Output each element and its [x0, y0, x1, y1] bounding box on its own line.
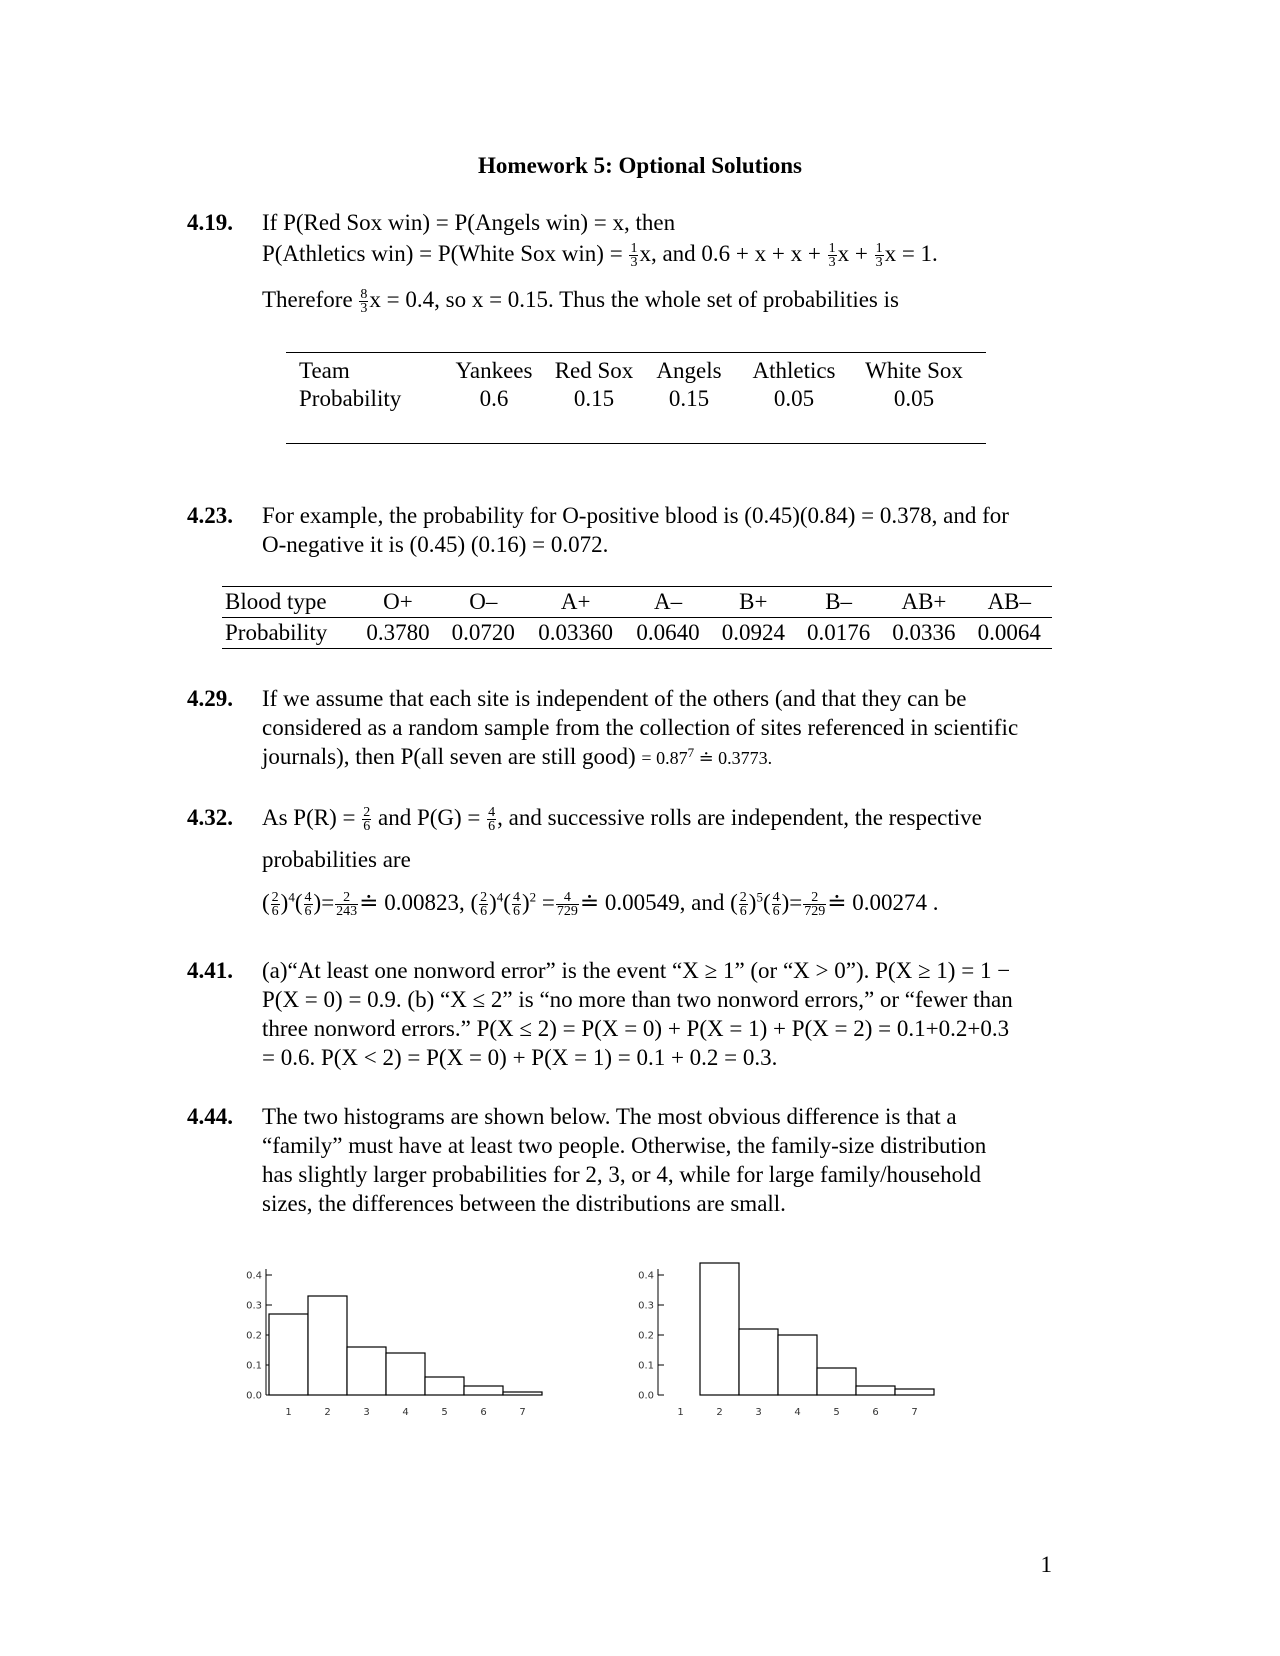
y-tick-label: 0.3	[638, 1300, 654, 1312]
exponent: 5	[756, 889, 763, 905]
exponent: 7	[687, 745, 695, 760]
table-header: O–	[441, 587, 526, 618]
table-header: AB+	[881, 587, 966, 618]
text-segment: Therefore	[262, 287, 359, 312]
denominator: 6	[363, 819, 371, 835]
exponent: 4	[496, 889, 504, 905]
fraction: $\frac{4}{6}$	[512, 890, 520, 920]
table-header: Team	[299, 358, 350, 383]
table-header: B–	[796, 587, 881, 618]
fraction: $\frac{2}{243}$	[336, 890, 358, 920]
denominator: 3	[360, 301, 368, 317]
row-label: Probability	[299, 386, 402, 411]
table-cell: 0.6	[479, 386, 509, 411]
text-line: probabilities are	[262, 847, 411, 872]
x-tick-label: 7	[519, 1407, 526, 1418]
table-header: Athletics	[752, 358, 836, 383]
fraction: $\frac{2}{6}$	[739, 890, 747, 920]
x-tick-label: 6	[480, 1407, 487, 1418]
result-1: ≐ 0.00823,	[359, 890, 465, 915]
fraction: $\frac{2}{729}$	[804, 890, 826, 920]
fraction	[362, 806, 371, 833]
table-cell: 0.15	[573, 386, 615, 411]
x-tick-label: 5	[441, 1407, 448, 1418]
text-segment: journals), then P(all seven are still good)	[262, 744, 636, 769]
text-line	[262, 742, 772, 773]
text-line	[262, 285, 899, 315]
table-cell: 0.0640	[636, 620, 700, 645]
numerator: 1	[875, 241, 883, 257]
blood-type-table	[222, 586, 1052, 649]
numerator: 1	[630, 241, 638, 257]
result-3: ≐ 0.00274 .	[827, 890, 939, 915]
problem-number: 4.19.	[187, 210, 233, 235]
text-line: P(X = 0) = 0.9. (b) “X ≤ 2” is “no more than two nonword errors,” or “fewer than	[262, 987, 1013, 1012]
table-cell: 0.3780	[366, 620, 430, 645]
math-result: ≐ 0.3773.	[698, 748, 773, 768]
problem-number: 4.41.	[187, 958, 233, 983]
text-segment: x = 1.	[884, 241, 938, 266]
fraction	[629, 242, 638, 269]
problem-number: 4.32.	[187, 805, 233, 830]
fraction: $\frac{4}{6}$	[304, 890, 312, 920]
table-cell: 0.15	[668, 386, 710, 411]
table-header: B+	[711, 587, 796, 618]
table-header: A–	[625, 587, 710, 618]
text-segment: x, and 0.6 + x + x +	[639, 241, 827, 266]
table-cell: 0.0336	[892, 620, 956, 645]
table-cell: 0.0064	[977, 620, 1041, 645]
histogram-individuals	[228, 1245, 548, 1425]
x-tick-label: 4	[794, 1407, 801, 1418]
denominator: 6	[488, 819, 496, 835]
denominator: 3	[630, 255, 638, 271]
text-line: sizes, the differences between the distributions are small.	[262, 1191, 786, 1216]
problem-number: 4.29.	[187, 686, 233, 711]
table-header: Red Sox	[554, 358, 634, 383]
histogram-bar	[308, 1296, 347, 1395]
histogram-bar	[269, 1314, 308, 1395]
y-tick-label: 0.4	[246, 1270, 262, 1282]
table-bottom-rule	[286, 443, 986, 444]
x-tick-label: 7	[911, 1407, 918, 1418]
numerator: 2	[363, 805, 371, 821]
table-cell: 0.0720	[451, 620, 515, 645]
numerator: 8	[360, 287, 368, 303]
y-tick-label: 0.3	[246, 1300, 262, 1312]
text-segment: and P(G) =	[372, 805, 487, 830]
table-row	[286, 358, 979, 384]
x-tick-label: 6	[872, 1407, 879, 1418]
histogram-bar	[739, 1329, 778, 1395]
x-tick-label: 1	[677, 1407, 684, 1418]
histogram-families	[620, 1245, 940, 1425]
text-line: The two histograms are shown below. The most obvious difference is that a	[262, 1104, 957, 1129]
histogram-bar	[856, 1386, 895, 1395]
row-label: Probability	[225, 620, 328, 645]
table-header: AB–	[967, 587, 1052, 618]
table-row	[222, 587, 1052, 618]
text-line: “family” must have at least two people. Otherwise, the family-size distribution	[262, 1133, 987, 1158]
x-tick-label: 3	[755, 1407, 762, 1418]
text-line: three nonword errors.” P(X ≤ 2) = P(X = 0) + P(X = 1) + P(X = 2) = 0.1+0.2+0.3	[262, 1016, 1010, 1041]
table-cell: 0.0176	[807, 620, 871, 645]
histogram-bar	[700, 1263, 739, 1395]
y-tick-label: 0.0	[246, 1390, 262, 1402]
y-tick-label: 0.2	[246, 1330, 262, 1342]
equals-sign: =	[321, 890, 335, 915]
y-tick-label: 0.1	[638, 1360, 654, 1372]
text-line	[262, 239, 938, 269]
fraction: $\frac{2}{6}$	[271, 890, 279, 920]
math-expression	[641, 745, 773, 768]
x-tick-label: 3	[363, 1407, 370, 1418]
y-tick-label: 0.4	[638, 1270, 654, 1282]
problem-number: 4.23.	[187, 503, 233, 528]
denominator: 3	[828, 255, 836, 271]
fraction	[359, 288, 368, 315]
denominator: 3	[875, 255, 883, 271]
page-number: 1	[1040, 1552, 1052, 1577]
text-segment: x = 0.4, so x = 0.15. Thus the whole set of probabilities is	[369, 287, 899, 312]
text-segment: P(Athletics win) = P(White Sox win) =	[262, 241, 629, 266]
problem-number: 4.44.	[187, 1104, 233, 1129]
histogram-bar	[347, 1347, 386, 1395]
numerator: 4	[488, 805, 496, 821]
exponent: 2	[529, 889, 537, 905]
text-line: For example, the probability for O-positive blood is (0.45)(0.84) = 0.378, and for	[262, 503, 1009, 528]
x-tick-label: 5	[833, 1407, 840, 1418]
text-line: has slightly larger probabilities for 2, 3, or 4, while for large family/household	[262, 1162, 982, 1187]
text-line: If we assume that each site is independent of the others (and that they can be	[262, 686, 967, 711]
text-line	[262, 803, 982, 833]
equals-sign: =	[789, 890, 803, 915]
fraction: $\frac{4}{6}$	[772, 890, 780, 920]
numerator: 1	[828, 241, 836, 257]
table-cell: 0.0924	[721, 620, 785, 645]
y-tick-label: 0.2	[638, 1330, 654, 1342]
table-header: O+	[355, 587, 440, 618]
histogram-bar	[817, 1368, 856, 1395]
fraction: $\frac{4}{729}$	[556, 890, 578, 920]
histogram-bar	[425, 1377, 464, 1395]
probability-expressions: ( $\frac{2}{6}$ )$^4$( $\frac{4}{6}$ )= $\frac{2}{243}$ ≐ 0.00823, ( $\frac{2}{6}$ )$^4$( $\frac{4}{6}$ )$^2$ = $\frac{4}{729}$ ≐ 0.00549, and ( $\frac{2}{6}$ )$^5$( $\frac{4}{6}$ )= $\frac{2}{729}$ ≐ 0.00274 .	[262, 889, 939, 920]
exponent: 4	[288, 889, 295, 905]
histogram-bar	[503, 1392, 542, 1395]
histogram-bar	[778, 1335, 817, 1395]
x-tick-label: 1	[285, 1407, 292, 1418]
histogram-bar	[386, 1353, 425, 1395]
y-tick-label: 0.1	[246, 1360, 262, 1372]
x-tick-label: 2	[716, 1407, 723, 1418]
text-segment: , and successive rolls are independent, the respective	[497, 805, 982, 830]
table-header: A+	[526, 587, 625, 618]
table-cell: 0.03360	[538, 620, 614, 645]
text-line: If P(Red Sox win) = P(Angels win) = x, then	[262, 210, 676, 235]
fraction	[487, 806, 496, 833]
text-segment: As P(R) =	[262, 805, 362, 830]
histogram-bar	[464, 1386, 503, 1395]
text-line: considered as a random sample from the collection of sites referenced in scientific	[262, 715, 1019, 740]
table-row	[222, 618, 1052, 649]
y-tick-label: 0.0	[638, 1390, 654, 1402]
x-tick-label: 4	[402, 1407, 409, 1418]
text-line: O-negative it is (0.45) (0.16) = 0.072.	[262, 532, 609, 557]
table-cell: 0.05	[773, 386, 815, 411]
text-line: (a)“At least one nonword error” is the event “X ≥ 1” (or “X > 0”). P(X ≥ 1) = 1 −	[262, 958, 1011, 983]
page-title: Homework 5: Optional Solutions	[478, 153, 802, 178]
table-top-rule	[286, 352, 986, 353]
equals-sign: =	[541, 890, 555, 915]
result-2: ≐ 0.00549, and	[579, 890, 725, 915]
fraction	[828, 242, 837, 269]
table-header: Angels	[656, 358, 722, 383]
table-header: Yankees	[455, 358, 533, 383]
text-line: = 0.6. P(X < 2) = P(X = 0) + P(X = 1) = 0.1 + 0.2 = 0.3.	[262, 1045, 778, 1070]
table-header: White Sox	[865, 358, 963, 383]
team-probability-table	[286, 358, 979, 412]
text-segment: x +	[837, 241, 874, 266]
row-label: Blood type	[222, 587, 355, 618]
fraction	[875, 242, 884, 269]
histogram-bar	[895, 1389, 934, 1395]
fraction: $\frac{2}{6}$	[480, 890, 488, 920]
math-base: = 0.87	[641, 748, 688, 768]
x-tick-label: 2	[324, 1407, 331, 1418]
table-row	[286, 384, 979, 412]
table-cell: 0.05	[893, 386, 935, 411]
